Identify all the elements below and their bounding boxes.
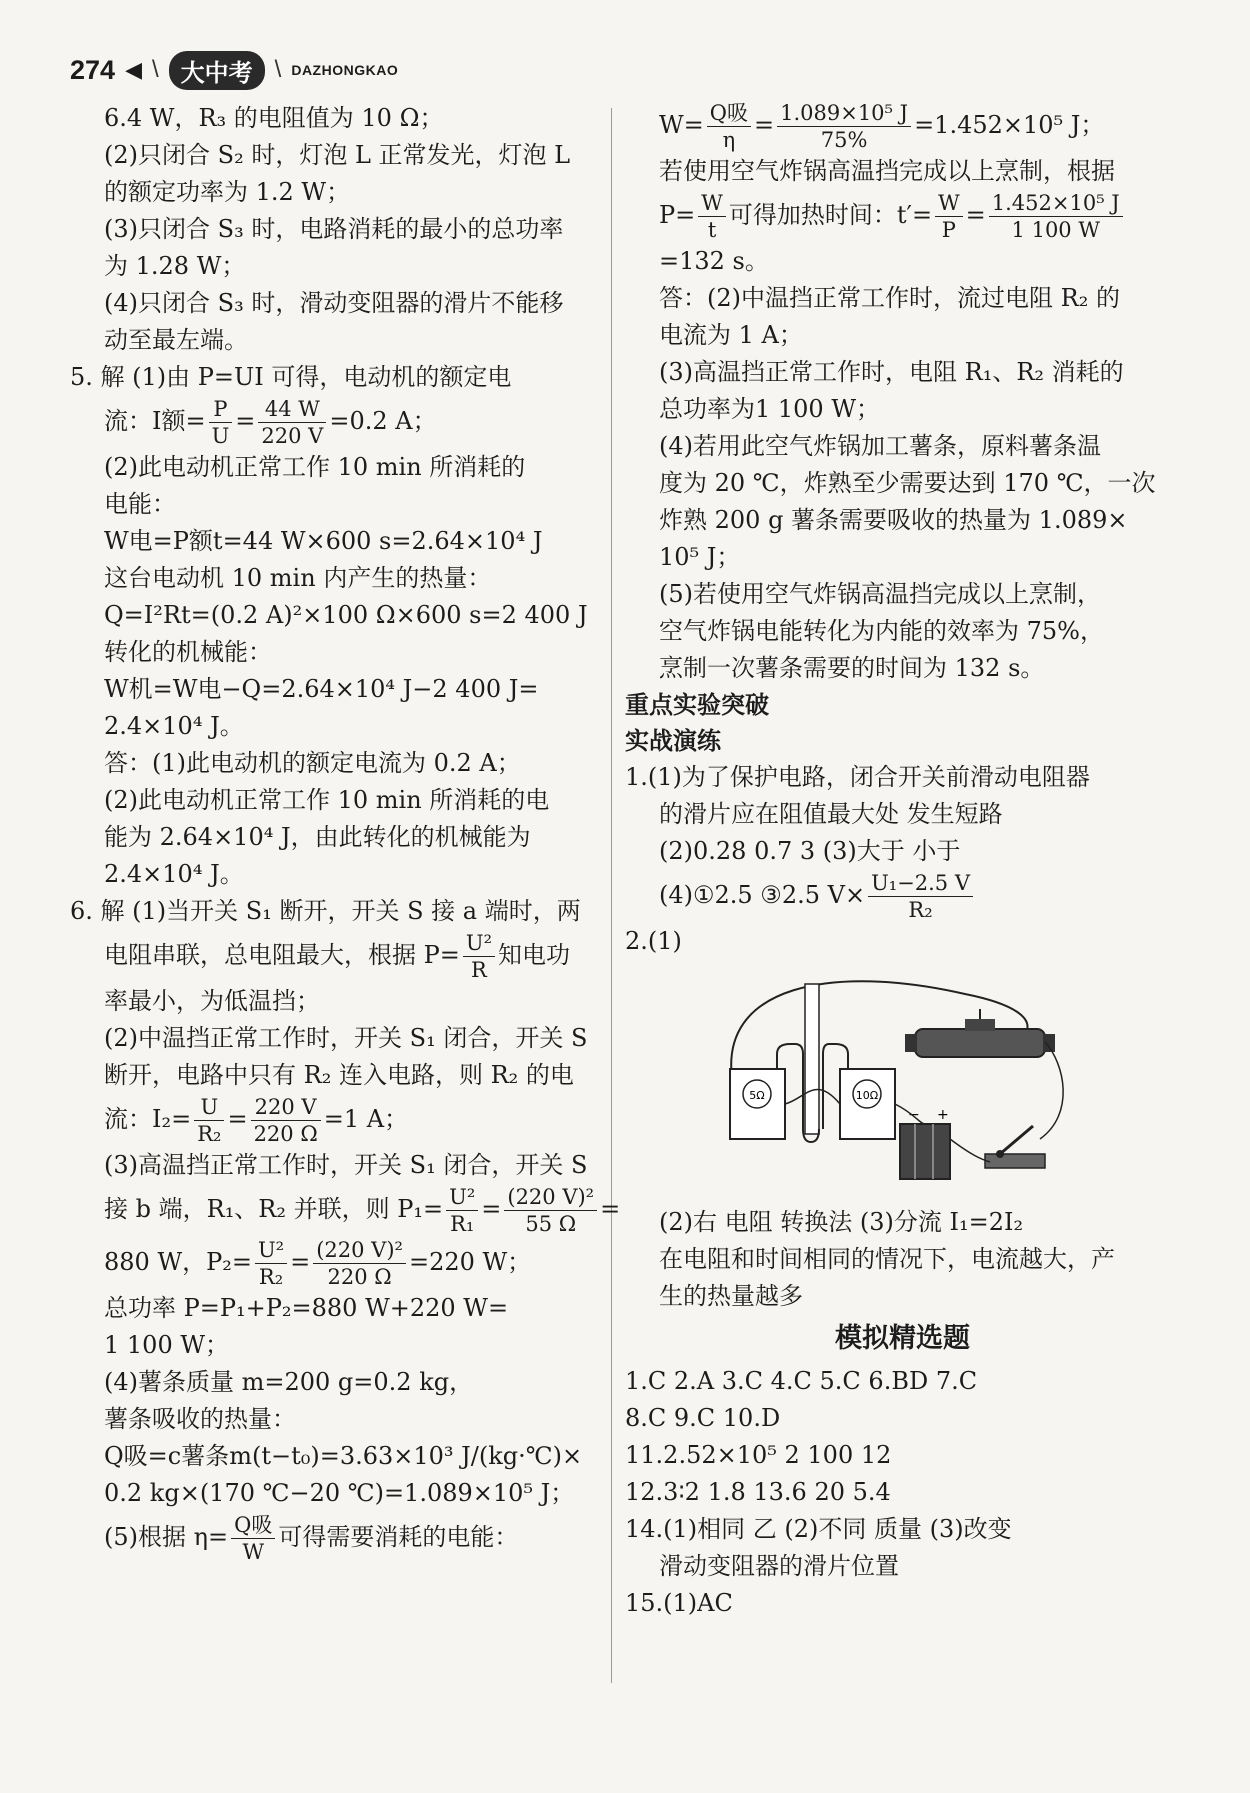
- text-line: (5)若使用空气炸锅高温挡完成以上烹制，: [659, 580, 1101, 608]
- battery: [900, 1107, 950, 1179]
- text-line: Q=I²Rt=(0.2 A)²×100 Ω×600 s=2 400 J: [104, 601, 588, 629]
- text-line: 2.(1): [625, 927, 682, 955]
- circuit-diagram: [715, 964, 1135, 1204]
- separator: \: [151, 56, 159, 83]
- text-line: 率最小，为低温挡；: [104, 987, 320, 1015]
- text-line: 电能：: [104, 490, 176, 518]
- formula-line: 电阻串联，总电阻最大，根据 P= $\frac{\text{U²}}{R}$ 知电功: [104, 931, 571, 982]
- section-title: 模拟精选题: [835, 1323, 970, 1354]
- text-line: 空气炸锅电能转化为内能的效率为 75%，: [659, 617, 1104, 645]
- svg-text:10Ω: 10Ω: [855, 1089, 879, 1102]
- text-line: 2.4×10⁴ J。: [104, 860, 244, 888]
- formula-line: 流：I₂= $\frac{U}{\text{R₂}}$ = $\frac{220 V}{220 \Omega}$ =1 A；: [104, 1095, 409, 1146]
- text-line: 在电阻和时间相同的情况下，电流越大，产: [659, 1245, 1115, 1273]
- text-line: 总功率 P=P₁+P₂=880 W+220 W=: [104, 1294, 509, 1322]
- brand-name: DAZHONGKAO: [291, 62, 399, 78]
- text-line: 转化的机械能：: [104, 638, 272, 666]
- formula-line: W= $\frac{\text{Q吸}}{\eta}$ = $\frac{\text{1.089×10⁵ J}}{75\%}$ =1.452×10⁵ J；: [659, 101, 1105, 152]
- u-tube-manometer: [777, 984, 848, 1142]
- text-line: (2)0.28 0.7 3 (3)大于 小于: [659, 837, 961, 865]
- text-line: 2.4×10⁴ J。: [104, 712, 244, 740]
- formula-line: 接 b 端，R₁、R₂ 并联，则 P₁= $\frac{\text{U²}}{\text{R₁}}$ = $\frac{\text{(220 V)²}}{55 \Omega}$ =: [104, 1185, 621, 1236]
- text-line: 度为 20 ℃，炸熟至少需要达到 170 ℃，一次: [659, 469, 1156, 497]
- answer-line: 11.2.52×10⁵ 2 100 12: [625, 1441, 892, 1469]
- formula-line: 流：I额= $\frac{P}{U}$ = $\frac{44 W}{220 V}$ =0.2 A；: [104, 397, 437, 448]
- text-line: 烹制一次薯条需要的时间为 132 s。: [659, 654, 1045, 682]
- text-line: 总功率为1 100 W；: [659, 395, 881, 423]
- text-line: 的额定功率为 1.2 W；: [104, 178, 351, 206]
- text-line: (4)只闭合 S₃ 时，滑动变阻器的滑片不能移: [104, 289, 564, 317]
- answer-line: 12.3∶2 1.8 13.6 20 5.4: [625, 1478, 891, 1506]
- section-subheading: 实战演练: [625, 727, 721, 755]
- svg-text:5Ω: 5Ω: [749, 1089, 765, 1102]
- text-line: 1 100 W；: [104, 1331, 230, 1359]
- column-divider: [611, 108, 612, 1683]
- text-line: 这台电动机 10 min 内产生的热量：: [104, 564, 492, 592]
- text-line: 电流为 1 A；: [659, 321, 803, 349]
- left-column: [70, 100, 621, 1565]
- svg-text:+: +: [937, 1107, 949, 1123]
- text-line: (2)中温挡正常工作时，开关 S₁ 闭合，开关 S: [104, 1024, 588, 1052]
- text-line: (3)只闭合 S₃ 时，电路消耗的最小的总功率: [104, 215, 564, 243]
- problem-6-heading: 6. 解 (1)当开关 S₁ 断开，开关 S 接 a 端时，两: [70, 897, 581, 925]
- text-line: W电=P额t=44 W×600 s=2.64×10⁴ J: [104, 527, 543, 555]
- text-line: W机=W电−Q=2.64×10⁴ J−2 400 J=: [104, 675, 539, 703]
- text-line: (4)若用此空气炸锅加工薯条，原料薯条温: [659, 432, 1101, 460]
- answer-line: 8.C 9.C 10.D: [625, 1404, 781, 1432]
- right-column: [625, 100, 1180, 1622]
- answer-line: 滑动变阻器的滑片位置: [659, 1552, 899, 1580]
- answer-line: 14.(1)相同 乙 (2)不同 质量 (3)改变: [625, 1515, 1012, 1543]
- answer-line: 1.C 2.A 3.C 4.C 5.C 6.BD 7.C: [625, 1367, 978, 1395]
- switch: [985, 1126, 1045, 1168]
- container-right: [840, 1069, 895, 1139]
- back-arrow-icon: ◀: [125, 57, 142, 83]
- text-line: 答：(2)中温挡正常工作时，流过电阻 R₂ 的: [659, 284, 1120, 312]
- text-line: (2)只闭合 S₂ 时，灯泡 L 正常发光，灯泡 L: [104, 141, 571, 169]
- text-line: 生的热量越多: [659, 1282, 803, 1310]
- text-line: 答：(1)此电动机的额定电流为 0.2 A；: [104, 749, 521, 777]
- svg-text:−: −: [908, 1107, 920, 1123]
- formula-line: (4)①2.5 ③2.5 V× $\frac{\text{U₁−2.5 V}}{\text{R₂}}$: [625, 870, 1180, 923]
- brand-logo: 大中考: [169, 51, 265, 90]
- text-line: 动至最左端。: [104, 326, 248, 354]
- text-line: 能为 2.64×10⁴ J，由此转化的机械能为: [104, 823, 531, 851]
- text-line: 断开，电路中只有 R₂ 连入电路，则 R₂ 的电: [104, 1061, 574, 1089]
- text-line: (3)高温挡正常工作时，开关 S₁ 闭合，开关 S: [104, 1151, 588, 1179]
- text-line: (4)薯条质量 m=200 g=0.2 kg，: [104, 1368, 474, 1396]
- separator: \: [274, 56, 282, 83]
- text-line: 6.4 W，R₃ 的电阻值为 10 Ω；: [104, 104, 444, 132]
- text-line: =132 s。: [659, 247, 769, 275]
- text-line: 薯条吸收的热量：: [104, 1405, 296, 1433]
- text-line: 的滑片应在阻值最大处 发生短路: [659, 800, 1003, 828]
- formula-line: P= $\frac{W}{t}$ 可得加热时间：t′= $\frac{W}{P}$ = $\frac{\text{1.452×10⁵ J}}{1 100 W}$: [625, 190, 1180, 243]
- page-number: 274: [70, 54, 116, 85]
- container-left: [730, 1069, 785, 1139]
- text-line: (2)此电动机正常工作 10 min 所消耗的: [104, 453, 526, 481]
- text-line: 0.2 kg×(170 ℃−20 ℃)=1.089×10⁵ J；: [104, 1479, 575, 1507]
- text-line: 1.(1)为了保护电路，闭合开关前滑动电阻器: [625, 763, 1090, 791]
- text-line: Q吸=c薯条m(t−t₀)=3.63×10³ J/(kg·℃)×: [104, 1442, 583, 1470]
- formula-line: (5)根据 η= $\frac{\text{Q吸}}{W}$ 可得需要消耗的电能：: [104, 1513, 519, 1564]
- formula-line: 880 W，P₂= $\frac{\text{U²}}{\text{R₂}}$ = $\frac{\text{(220 V)²}}{220 \Omega}$ =220 W；: [104, 1238, 532, 1289]
- section-heading: 重点实验突破: [625, 691, 769, 719]
- rheostat: [905, 1009, 1055, 1057]
- text-line: (3)高温挡正常工作时，电阻 R₁、R₂ 消耗的: [659, 358, 1124, 386]
- page-header: [70, 50, 398, 90]
- text-line: (2)此电动机正常工作 10 min 所消耗的电: [104, 786, 550, 814]
- text-line: 炸熟 200 g 薯条需要吸收的热量为 1.089×: [659, 506, 1128, 534]
- text-line: 若使用空气炸锅高温挡完成以上烹制，根据: [659, 157, 1115, 185]
- answer-line: 15.(1)AC: [625, 1589, 733, 1617]
- circuit-diagram-svg: [715, 964, 1135, 1204]
- text-line: 为 1.28 W；: [104, 252, 246, 280]
- problem-5-heading: 5. 解 (1)由 P=UI 可得，电动机的额定电: [70, 363, 512, 391]
- text-line: 10⁵ J；: [659, 543, 741, 571]
- text-line: (2)右 电阻 转换法 (3)分流 I₁=2I₂: [659, 1208, 1024, 1236]
